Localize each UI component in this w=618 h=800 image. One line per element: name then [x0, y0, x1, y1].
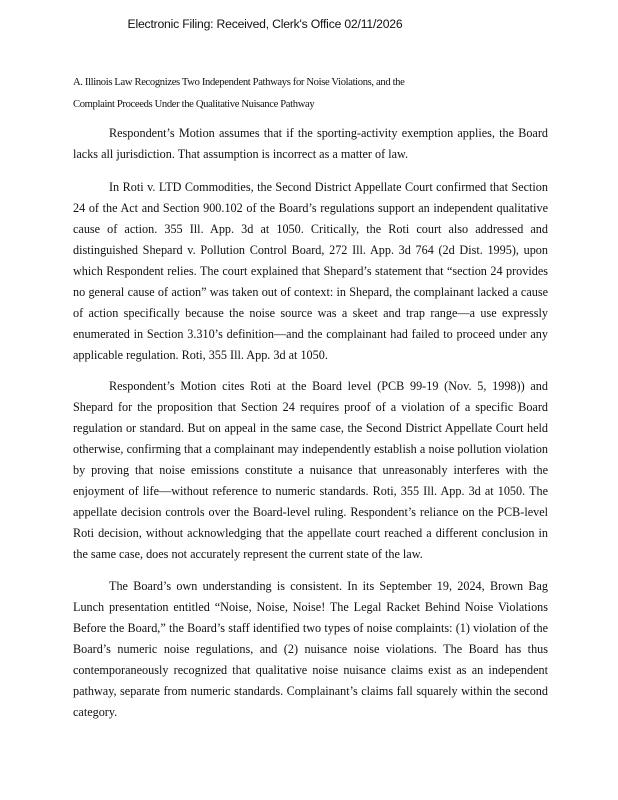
- text-line: which Respondent relies. The court explained that Shepard’s statement that “section 24 provides: [73, 264, 548, 278]
- text-line: pathway, separate from numeric standards. Complainant’s claims fall squarely within the second: [73, 684, 548, 698]
- text-line: Shepard for the proposition that Section 24 requires proof of a violation of a specific Board: [73, 400, 548, 414]
- text-line: appellate decision controls over the Board-level ruling. Respondent’s reliance on the PCB-level: [73, 505, 548, 519]
- text-line: In Roti v. LTD Commodities, the Second District Appellate Court confirmed that Section: [109, 180, 548, 194]
- text-line: contemporaneously recognized that qualitative noise nuisance claims exist as an independent: [73, 663, 548, 677]
- filing-stamp: Electronic Filing: Received, Clerk's Office 02/11/2026: [127, 17, 403, 31]
- section-heading-line: A. Illinois Law Recognizes Two Independent Pathways for Noise Violations, and the: [73, 77, 405, 88]
- text-line: Board’s numeric noise regulations, and (2) nuisance noise violations. The Board has thus: [73, 642, 548, 656]
- text-line: lacks all jurisdiction. That assumption is incorrect as a matter of law.: [73, 147, 409, 161]
- paragraph-3: [73, 376, 548, 565]
- text-line: regulation or standard. But on appeal in the same case, the Second District Appellate Court held: [73, 421, 548, 435]
- text-line: Lunch presentation entitled “Noise, Noise, Noise! The Legal Racket Behind Noise Violations: [73, 600, 548, 614]
- text-line: the same case, does not accurately represent the current state of the law.: [73, 547, 423, 561]
- text-line: otherwise, confirming that a complainant may independently establish a noise pollution violation: [73, 442, 548, 456]
- section-heading-line: Complaint Proceeds Under the Qualitative Nuisance Pathway: [73, 99, 315, 110]
- text-line: Respondent’s Motion assumes that if the sporting-activity exemption applies, the Board: [109, 126, 548, 140]
- text-line: of action specifically because the noise source was a skeet and trap range—a use expressly: [73, 306, 548, 320]
- text-line: Roti decision, without acknowledging that the appellate court reached a different conclusion in: [73, 526, 548, 540]
- text-line: enjoyment of life—without reference to numeric standards. Roti, 355 Ill. App. 3d at 1050. The: [73, 484, 548, 498]
- section-heading: [73, 72, 573, 116]
- text-line: The Board’s own understanding is consistent. In its September 19, 2024, Brown Bag: [109, 579, 548, 593]
- text-line: no general cause of action” was taken out of context: in Shepard, the complainant lacked a cause: [73, 285, 548, 299]
- text-line: Respondent’s Motion cites Roti at the Board level (PCB 99-19 (Nov. 5, 1998)) and: [109, 379, 548, 393]
- text-line: enumerated in Section 3.310’s definition—and the complainant had failed to proceed under any: [73, 327, 548, 341]
- text-line: applicable regulation. Roti, 355 Ill. App. 3d at 1050.: [73, 348, 328, 362]
- text-line: category.: [73, 705, 118, 719]
- text-line: Before the Board,” the Board’s staff identified two types of noise complaints: (1) violation of the: [73, 621, 548, 635]
- paragraph-1: [73, 123, 548, 165]
- text-line: cause of action. 355 Ill. App. 3d at 1050. Critically, the Roti court also addressed and: [73, 222, 548, 236]
- paragraph-4: [73, 576, 548, 723]
- paragraph-2: [73, 177, 548, 366]
- text-line: 24 of the Act and Section 900.102 of the Board’s regulations support an independent qualitative: [73, 201, 548, 215]
- text-line: by proving that noise emissions constitute a nuisance that unreasonably interferes with the: [73, 463, 548, 477]
- text-line: distinguished Shepard v. Pollution Control Board, 272 Ill. App. 3d 764 (2d Dist. 1995), upon: [73, 243, 548, 257]
